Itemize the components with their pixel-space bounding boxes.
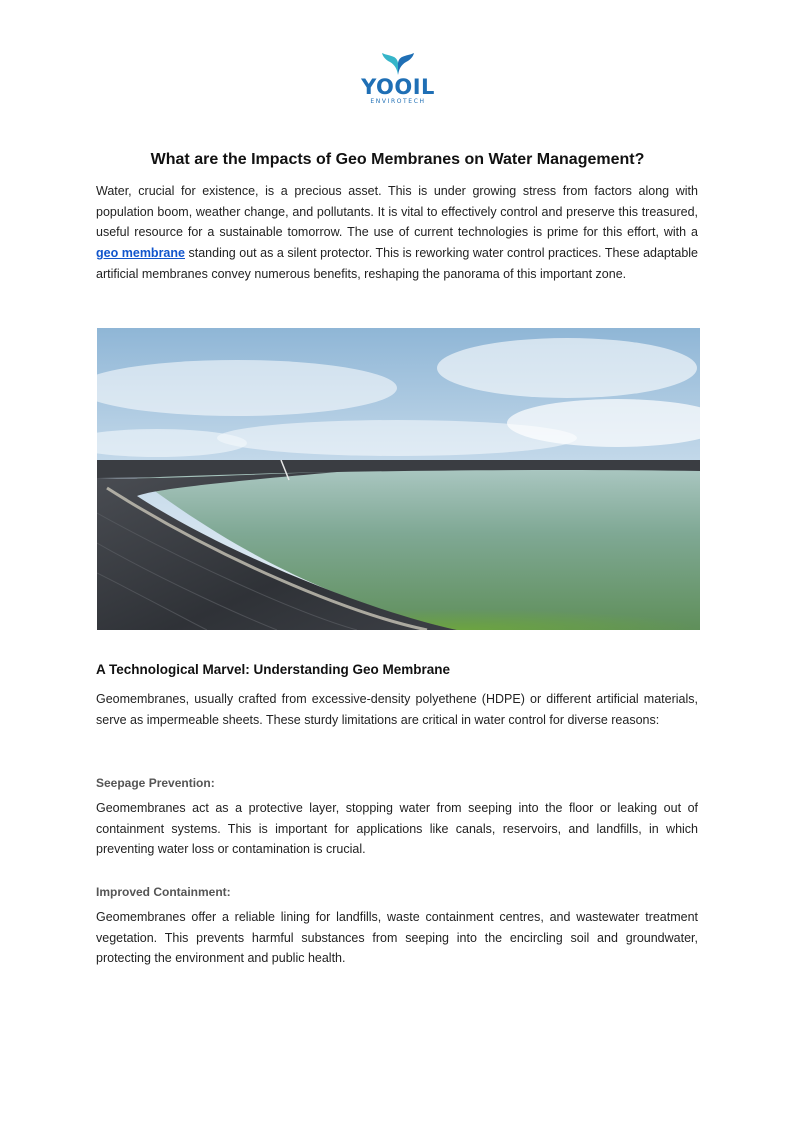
logo-tagline: ENVIROTECH xyxy=(370,98,426,105)
subsection-heading-containment: Improved Containment: xyxy=(96,885,231,899)
subsection-heading-seepage: Seepage Prevention: xyxy=(96,776,215,790)
intro-text-start: Water, crucial for existence, is a precious asset. This is under growing stress from factors along with population boom, weather change, and pollutants. It is vital to effectively control and preserve this treasured, useful resource for a sustainable tomorrow. The use of current technologies is prime for this effort, with a xyxy=(96,184,698,240)
section-intro-paragraph: Geomembranes, usually crafted from excessive-density polyethene (HDPE) or different artificial materials, serve as impermeable sheets. These sturdy limitations are critical in water control for diverse reasons: xyxy=(96,692,698,727)
geomembrane-reservoir-photo xyxy=(97,328,700,630)
intro-paragraph xyxy=(96,181,698,285)
yooil-logo xyxy=(355,52,441,114)
geo-membrane-link[interactable]: geo membrane xyxy=(96,246,185,261)
article-title: What are the Impacts of Geo Membranes on Water Management? xyxy=(150,151,645,168)
subsection-body-containment: Geomembranes offer a reliable lining for landfills, waste containment centres, and wastewater treatment vegetation. This prevents harmful substances from seeping into the encircling soil and groundwater, protecting the environment and public health. xyxy=(96,910,698,966)
subsection-body-seepage: Geomembranes act as a protective layer, stopping water from seeping into the floor or leaking out of containment systems. This is important for applications like canals, reservoirs, and landfills, in which preventing water loss or contamination is crucial. xyxy=(96,801,698,857)
logo-wordmark: YOOIL xyxy=(361,75,435,99)
whale-tail-icon xyxy=(381,52,415,76)
section-heading: A Technological Marvel: Understanding Geo Membrane xyxy=(96,662,451,677)
intro-text-end: standing out as a silent protector. This is reworking water control practices. These adaptable artificial membranes convey numerous benefits, reshaping the panorama of this important zone. xyxy=(96,246,698,281)
